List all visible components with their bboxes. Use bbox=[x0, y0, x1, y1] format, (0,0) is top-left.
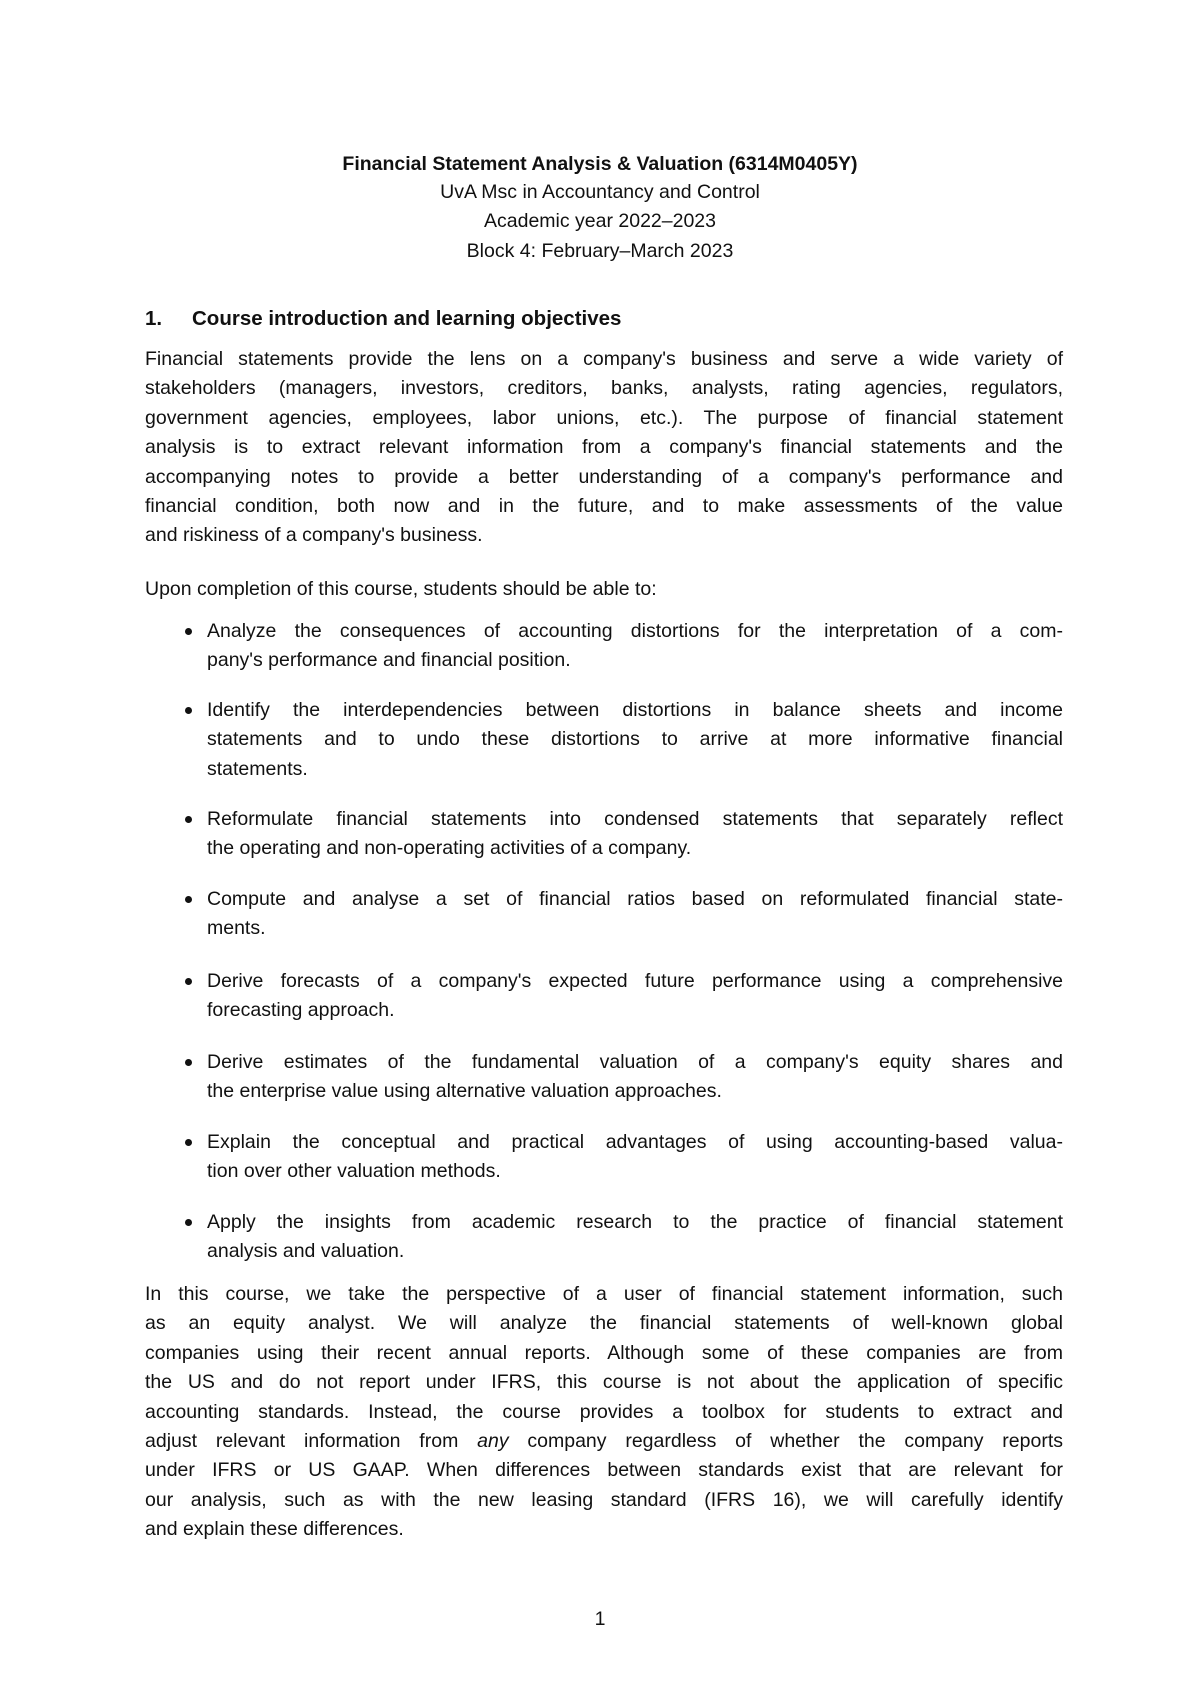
section-number: 1. bbox=[145, 307, 163, 330]
intro-line: Financial statements provide the lens on a company's business and serve a wide variety of bbox=[145, 348, 1063, 370]
intro-line: financial condition, both now and in the future, and to make assessments of the value bbox=[145, 495, 1063, 518]
objective-item bbox=[207, 967, 1063, 1026]
section-heading bbox=[145, 304, 1063, 333]
bullet-icon bbox=[185, 816, 192, 823]
objective-item bbox=[207, 617, 1063, 676]
line-text: company regardless of whether the company reports bbox=[508, 1430, 1063, 1453]
objective-line: statements and to undo these distortions to arrive at more informative financial bbox=[207, 728, 1063, 751]
objective-line: Compute and analyse a set of financial ratios based on reformulated financial state- bbox=[207, 888, 1063, 910]
objective-line: Analyze the consequences of accounting distortions for the interpretation of a com- bbox=[207, 620, 1063, 642]
closing-line: as an equity analyst. We will analyze the financial statements of well-known global bbox=[145, 1312, 1063, 1335]
closing-line: In this course, we take the perspective of a user of financial statement information, such bbox=[145, 1283, 1063, 1305]
objective-line: Identify the interdependencies between distortions in balance sheets and income bbox=[207, 699, 1063, 721]
bullet-icon bbox=[185, 628, 192, 635]
program-name: UvA Msc in Accountancy and Control bbox=[440, 181, 760, 203]
closing-line: accounting standards. Instead, the course provides a toolbox for students to extract and bbox=[145, 1400, 1063, 1423]
intro-line: accompanying notes to provide a better understanding of a company's performance and bbox=[145, 465, 1063, 488]
objective-item bbox=[207, 805, 1063, 864]
objective-item bbox=[207, 696, 1063, 784]
academic-year: Academic year 2022–2023 bbox=[484, 210, 716, 233]
closing-line: our analysis, such as with the new leasing standard (IFRS 16), we will carefully identify bbox=[145, 1488, 1063, 1511]
bullet-icon bbox=[185, 896, 192, 903]
bullet-icon bbox=[185, 1059, 192, 1066]
objectives-intro: Upon completion of this course, students should be able to: bbox=[145, 578, 657, 600]
bullet-icon bbox=[185, 1219, 192, 1226]
intro-line: and riskiness of a company's business. bbox=[145, 524, 483, 547]
intro-line: analysis is to extract relevant information from a company's financial statements and the bbox=[145, 436, 1063, 459]
objective-line: the enterprise value using alternative valuation approaches. bbox=[207, 1080, 722, 1103]
closing-line: the US and do not report under IFRS, this course is not about the application of specific bbox=[145, 1371, 1063, 1394]
objective-line: forecasting approach. bbox=[207, 999, 395, 1022]
objective-line: ments. bbox=[207, 917, 266, 940]
intro-line: stakeholders (managers, investors, creditors, banks, analysts, rating agencies, regulators, bbox=[145, 377, 1063, 400]
emphasized-text: any bbox=[477, 1430, 509, 1453]
section-title: Course introduction and learning objectives bbox=[192, 307, 622, 330]
objective-item bbox=[207, 1048, 1063, 1107]
objective-line: Apply the insights from academic research to the practice of financial statement bbox=[207, 1211, 1063, 1233]
bullet-icon bbox=[185, 978, 192, 985]
objective-item bbox=[207, 885, 1063, 944]
document-title: Financial Statement Analysis & Valuation (6314M0405Y) bbox=[342, 153, 858, 175]
closing-line: under IFRS or US GAAP. When differences between standards exist that are relevant for bbox=[145, 1459, 1063, 1482]
objective-item bbox=[207, 1208, 1063, 1267]
intro-line: government agencies, employees, labor unions, etc.). The purpose of financial statement bbox=[145, 406, 1063, 429]
bullet-icon bbox=[185, 1139, 192, 1146]
closing-line: companies using their recent annual reports. Although some of these companies are from bbox=[145, 1341, 1063, 1364]
objective-line: tion over other valuation methods. bbox=[207, 1160, 501, 1183]
page-number: 1 bbox=[594, 1608, 606, 1630]
closing-line: and explain these differences. bbox=[145, 1518, 404, 1541]
objective-line: Reformulate financial statements into condensed statements that separately reflect bbox=[207, 808, 1063, 830]
closing-paragraph bbox=[145, 1280, 1063, 1545]
objective-item bbox=[207, 1128, 1063, 1187]
bullet-icon bbox=[185, 707, 192, 714]
closing-line bbox=[145, 1427, 1063, 1456]
intro-paragraph bbox=[145, 345, 1063, 551]
objective-line: Explain the conceptual and practical advantages of using accounting-based valua- bbox=[207, 1131, 1063, 1153]
objective-line: Derive forecasts of a company's expected future performance using a comprehensive bbox=[207, 970, 1063, 992]
objective-line: pany's performance and financial position. bbox=[207, 649, 571, 672]
course-block: Block 4: February–March 2023 bbox=[466, 239, 734, 262]
objective-line: statements. bbox=[207, 757, 308, 780]
objective-line: the operating and non-operating activities of a company. bbox=[207, 837, 692, 860]
objective-line: Derive estimates of the fundamental valuation of a company's equity shares and bbox=[207, 1051, 1063, 1073]
objective-line: analysis and valuation. bbox=[207, 1240, 405, 1263]
line-text: adjust relevant information from bbox=[145, 1430, 478, 1453]
